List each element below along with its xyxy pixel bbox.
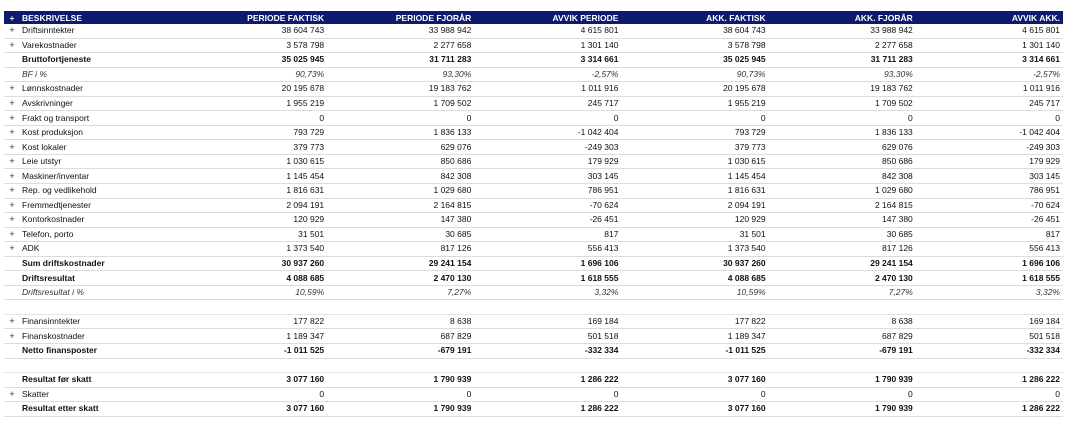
expand-row-button[interactable]: + (4, 242, 20, 257)
cell-period-last-year: 93,30% (327, 67, 474, 82)
cell-period-variance: 1 696 106 (474, 256, 621, 271)
cell-period-actual: 0 (180, 387, 327, 402)
row-expander-empty (4, 285, 20, 300)
cell-ytd-last-year: 1 836 133 (769, 125, 916, 140)
expand-row-button[interactable]: + (4, 125, 20, 140)
cell-period-variance: 1 618 555 (474, 271, 621, 286)
cell-ytd-last-year: -679 191 (769, 344, 916, 359)
row-label: Driftsresultat i % (20, 285, 180, 300)
cell-ytd-actual: 35 025 945 (621, 53, 768, 68)
cell-ytd-actual: 1 145 454 (621, 169, 768, 184)
cell-period-last-year: 1 836 133 (327, 125, 474, 140)
cell-ytd-last-year (769, 300, 916, 315)
cell-period-actual: 0 (180, 111, 327, 126)
cell-period-actual: 793 729 (180, 125, 327, 140)
row-label (20, 300, 180, 315)
table-row (4, 271, 1063, 286)
column-header-period-actual[interactable]: PERIODE FAKTISK (180, 11, 327, 24)
cell-ytd-actual: 793 729 (621, 125, 768, 140)
row-label: ADK (20, 242, 180, 257)
row-label: Frakt og transport (20, 111, 180, 126)
cell-ytd-variance: 303 145 (916, 169, 1063, 184)
expand-row-button[interactable]: + (4, 184, 20, 199)
spacer-row (4, 300, 1063, 315)
cell-ytd-variance: 3 314 661 (916, 53, 1063, 68)
cell-period-variance: 1 301 140 (474, 38, 621, 53)
cell-ytd-variance: 1 696 106 (916, 256, 1063, 271)
cell-period-last-year: 0 (327, 387, 474, 402)
cell-period-actual: 10,59% (180, 285, 327, 300)
row-label: Netto finansposter (20, 344, 180, 359)
expand-row-button[interactable]: + (4, 169, 20, 184)
cell-period-actual: 1 030 615 (180, 154, 327, 169)
expand-row-button[interactable]: + (4, 227, 20, 242)
cell-period-variance: 1 286 222 (474, 373, 621, 388)
cell-period-variance: 4 615 801 (474, 24, 621, 38)
cell-period-last-year: 2 470 130 (327, 271, 474, 286)
expand-row-button[interactable]: + (4, 329, 20, 344)
cell-period-variance: -1 042 404 (474, 125, 621, 140)
table-row (4, 154, 1063, 169)
cell-period-last-year: 147 380 (327, 213, 474, 228)
cell-period-actual: 1 816 631 (180, 184, 327, 199)
cell-ytd-last-year: 687 829 (769, 329, 916, 344)
cell-period-variance: -249 303 (474, 140, 621, 155)
cell-ytd-last-year: 629 076 (769, 140, 916, 155)
cell-ytd-actual: -1 011 525 (621, 344, 768, 359)
cell-period-variance: 501 518 (474, 329, 621, 344)
cell-period-actual: 20 195 678 (180, 82, 327, 97)
row-label: Maskiner/inventar (20, 169, 180, 184)
cell-ytd-variance: 786 951 (916, 184, 1063, 199)
cell-period-actual: 379 773 (180, 140, 327, 155)
table-row (4, 387, 1063, 402)
cell-period-last-year (327, 300, 474, 315)
table-row (4, 242, 1063, 257)
cell-ytd-variance (916, 300, 1063, 315)
cell-period-actual: 1 189 347 (180, 329, 327, 344)
cell-period-last-year: 842 308 (327, 169, 474, 184)
cell-period-variance: -70 624 (474, 198, 621, 213)
row-label: Kontorkostnader (20, 213, 180, 228)
cell-period-last-year: 850 686 (327, 154, 474, 169)
cell-ytd-variance: 179 929 (916, 154, 1063, 169)
cell-period-last-year: 1 790 939 (327, 402, 474, 417)
row-label: Kost produksjon (20, 125, 180, 140)
row-label: Leie utstyr (20, 154, 180, 169)
cell-ytd-variance: 1 301 140 (916, 38, 1063, 53)
cell-period-actual: 120 929 (180, 213, 327, 228)
table-row (4, 53, 1063, 68)
report-table-container (4, 11, 1063, 417)
cell-period-variance: 179 929 (474, 154, 621, 169)
row-label: Sum driftskostnader (20, 256, 180, 271)
cell-ytd-actual: 20 195 678 (621, 82, 768, 97)
row-expander-empty (4, 271, 20, 286)
cell-ytd-last-year: 0 (769, 387, 916, 402)
cell-period-actual: 31 501 (180, 227, 327, 242)
row-label: Resultat etter skatt (20, 402, 180, 417)
table-row (4, 402, 1063, 417)
row-label: Avskrivninger (20, 96, 180, 111)
cell-ytd-actual: 3 077 160 (621, 373, 768, 388)
cell-period-last-year: 7,27% (327, 285, 474, 300)
cell-ytd-last-year: 817 126 (769, 242, 916, 257)
cell-ytd-actual: 3 578 798 (621, 38, 768, 53)
row-expander-empty (4, 256, 20, 271)
cell-period-actual: 38 604 743 (180, 24, 327, 38)
cell-ytd-last-year: 33 988 942 (769, 24, 916, 38)
cell-ytd-last-year: 2 164 815 (769, 198, 916, 213)
cell-ytd-actual: 4 088 685 (621, 271, 768, 286)
cell-period-last-year: 817 126 (327, 242, 474, 257)
column-header-period-variance[interactable]: AVVIK PERIODE (474, 11, 621, 24)
cell-ytd-actual: 0 (621, 111, 768, 126)
cell-ytd-variance: -332 334 (916, 344, 1063, 359)
cell-period-variance: 817 (474, 227, 621, 242)
cell-period-actual: 1 145 454 (180, 169, 327, 184)
cell-ytd-last-year: 850 686 (769, 154, 916, 169)
cell-period-last-year: 31 711 283 (327, 53, 474, 68)
cell-ytd-actual (621, 300, 768, 315)
table-row (4, 96, 1063, 111)
row-expander-empty (4, 373, 20, 388)
column-header-ytd-actual[interactable]: AKK. FAKTISK (621, 11, 768, 24)
row-expander-empty (4, 300, 20, 315)
table-row (4, 344, 1063, 359)
row-label: BF i % (20, 67, 180, 82)
row-label: Bruttofortjeneste (20, 53, 180, 68)
table-row (4, 38, 1063, 53)
column-header-ytd-variance[interactable]: AVVIK AKK. (916, 11, 1063, 24)
table-row (4, 184, 1063, 199)
cell-period-actual: 1 955 219 (180, 96, 327, 111)
table-row (4, 82, 1063, 97)
expand-all-button[interactable]: + (4, 11, 20, 24)
cell-ytd-variance: 1 286 222 (916, 402, 1063, 417)
cell-period-actual (180, 300, 327, 315)
cell-ytd-variance: -1 042 404 (916, 125, 1063, 140)
cell-ytd-variance: 245 717 (916, 96, 1063, 111)
row-label: Driftsresultat (20, 271, 180, 286)
cell-ytd-actual: 30 937 260 (621, 256, 768, 271)
cell-period-actual (180, 358, 327, 373)
table-header-row (4, 11, 1063, 24)
row-label: Telefon, porto (20, 227, 180, 242)
cell-period-variance (474, 358, 621, 373)
cell-period-variance: -26 451 (474, 213, 621, 228)
cell-ytd-last-year: 19 183 762 (769, 82, 916, 97)
cell-ytd-last-year: 7,27% (769, 285, 916, 300)
cell-period-last-year: 2 164 815 (327, 198, 474, 213)
cell-ytd-actual: 38 604 743 (621, 24, 768, 38)
cell-period-variance (474, 300, 621, 315)
expand-row-button[interactable]: + (4, 314, 20, 329)
cell-period-variance: 3,32% (474, 285, 621, 300)
cell-ytd-actual (621, 358, 768, 373)
cell-period-actual: 90,73% (180, 67, 327, 82)
cell-ytd-last-year: 30 685 (769, 227, 916, 242)
cell-period-last-year: 30 685 (327, 227, 474, 242)
cell-period-actual: 35 025 945 (180, 53, 327, 68)
row-expander-empty (4, 344, 20, 359)
row-label: Resultat før skatt (20, 373, 180, 388)
cell-ytd-last-year: 93,30% (769, 67, 916, 82)
table-row (4, 227, 1063, 242)
cell-period-variance: 0 (474, 387, 621, 402)
expand-row-button[interactable]: + (4, 111, 20, 126)
table-row (4, 373, 1063, 388)
cell-ytd-variance: 0 (916, 111, 1063, 126)
table-row (4, 125, 1063, 140)
cell-ytd-actual: 3 077 160 (621, 402, 768, 417)
expand-row-button[interactable]: + (4, 38, 20, 53)
cell-ytd-variance: 4 615 801 (916, 24, 1063, 38)
cell-ytd-actual: 0 (621, 387, 768, 402)
cell-period-actual: 2 094 191 (180, 198, 327, 213)
cell-period-variance: 1 011 916 (474, 82, 621, 97)
expand-row-button[interactable]: + (4, 82, 20, 97)
cell-ytd-actual: 379 773 (621, 140, 768, 155)
cell-period-last-year: 0 (327, 111, 474, 126)
row-expander-empty (4, 67, 20, 82)
column-header-description[interactable]: BESKRIVELSE (20, 11, 180, 24)
cell-ytd-variance: 1 618 555 (916, 271, 1063, 286)
cell-ytd-variance: 1 011 916 (916, 82, 1063, 97)
row-expander-empty (4, 358, 20, 373)
cell-ytd-last-year (769, 358, 916, 373)
cell-ytd-last-year: 1 790 939 (769, 373, 916, 388)
cell-ytd-variance: 556 413 (916, 242, 1063, 257)
expand-row-button[interactable]: + (4, 154, 20, 169)
expand-row-button[interactable]: + (4, 198, 20, 213)
cell-period-last-year: 2 277 658 (327, 38, 474, 53)
cell-ytd-variance: -26 451 (916, 213, 1063, 228)
cell-ytd-actual: 1 030 615 (621, 154, 768, 169)
cell-period-last-year: 29 241 154 (327, 256, 474, 271)
cell-ytd-actual: 10,59% (621, 285, 768, 300)
cell-ytd-variance: 0 (916, 387, 1063, 402)
cell-ytd-actual: 1 816 631 (621, 184, 768, 199)
cell-period-last-year: 19 183 762 (327, 82, 474, 97)
cell-period-last-year: 1 790 939 (327, 373, 474, 388)
cell-ytd-last-year: 8 638 (769, 314, 916, 329)
cell-ytd-last-year: 2 277 658 (769, 38, 916, 53)
cell-period-actual: 3 578 798 (180, 38, 327, 53)
cell-ytd-last-year: 29 241 154 (769, 256, 916, 271)
expand-row-button[interactable]: + (4, 96, 20, 111)
cell-period-last-year: 33 988 942 (327, 24, 474, 38)
table-row (4, 111, 1063, 126)
cell-ytd-actual: 1 189 347 (621, 329, 768, 344)
cell-period-variance: 303 145 (474, 169, 621, 184)
table-row (4, 285, 1063, 300)
cell-period-last-year: 629 076 (327, 140, 474, 155)
cell-ytd-actual: 90,73% (621, 67, 768, 82)
row-label: Rep. og vedlikehold (20, 184, 180, 199)
cell-ytd-actual: 2 094 191 (621, 198, 768, 213)
cell-period-variance: 3 314 661 (474, 53, 621, 68)
table-row (4, 256, 1063, 271)
cell-period-variance: -332 334 (474, 344, 621, 359)
row-label: Kost lokaler (20, 140, 180, 155)
cell-period-actual: -1 011 525 (180, 344, 327, 359)
cell-ytd-last-year: 1 790 939 (769, 402, 916, 417)
cell-ytd-actual: 177 822 (621, 314, 768, 329)
cell-ytd-variance: 501 518 (916, 329, 1063, 344)
cell-ytd-last-year: 1 709 502 (769, 96, 916, 111)
row-label: Skatter (20, 387, 180, 402)
cell-period-actual: 177 822 (180, 314, 327, 329)
table-row (4, 24, 1063, 38)
cell-period-actual: 3 077 160 (180, 402, 327, 417)
cell-ytd-actual: 31 501 (621, 227, 768, 242)
cell-ytd-last-year: 31 711 283 (769, 53, 916, 68)
cell-period-last-year: 8 638 (327, 314, 474, 329)
cell-ytd-last-year: 0 (769, 111, 916, 126)
income-statement-table (4, 11, 1063, 417)
cell-ytd-variance: 1 286 222 (916, 373, 1063, 388)
row-label: Fremmedtjenester (20, 198, 180, 213)
expand-row-button[interactable]: + (4, 213, 20, 228)
cell-ytd-variance: 3,32% (916, 285, 1063, 300)
cell-ytd-variance (916, 358, 1063, 373)
row-label: Driftsinntekter (20, 24, 180, 38)
cell-ytd-last-year: 1 029 680 (769, 184, 916, 199)
row-label: Lønnskostnader (20, 82, 180, 97)
cell-period-last-year (327, 358, 474, 373)
cell-period-last-year: -679 191 (327, 344, 474, 359)
column-header-period-last-year[interactable]: PERIODE FJORÅR (327, 11, 474, 24)
cell-ytd-actual: 1 955 219 (621, 96, 768, 111)
row-label: Finansinntekter (20, 314, 180, 329)
table-row (4, 140, 1063, 155)
cell-period-actual: 4 088 685 (180, 271, 327, 286)
cell-ytd-last-year: 2 470 130 (769, 271, 916, 286)
cell-period-last-year: 687 829 (327, 329, 474, 344)
cell-period-variance: 245 717 (474, 96, 621, 111)
cell-ytd-actual: 120 929 (621, 213, 768, 228)
row-label (20, 358, 180, 373)
row-label: Varekostnader (20, 38, 180, 53)
expand-row-button[interactable]: + (4, 24, 20, 38)
column-header-ytd-last-year[interactable]: AKK. FJORÅR (769, 11, 916, 24)
cell-period-last-year: 1 029 680 (327, 184, 474, 199)
cell-period-variance: 556 413 (474, 242, 621, 257)
cell-ytd-last-year: 842 308 (769, 169, 916, 184)
table-body (4, 24, 1063, 416)
cell-period-actual: 3 077 160 (180, 373, 327, 388)
table-row (4, 198, 1063, 213)
cell-ytd-variance: -2,57% (916, 67, 1063, 82)
cell-ytd-variance: -249 303 (916, 140, 1063, 155)
cell-ytd-actual: 1 373 540 (621, 242, 768, 257)
spacer-row (4, 358, 1063, 373)
cell-period-variance: -2,57% (474, 67, 621, 82)
cell-period-actual: 30 937 260 (180, 256, 327, 271)
table-row (4, 169, 1063, 184)
table-row (4, 329, 1063, 344)
row-label: Finanskostnader (20, 329, 180, 344)
cell-period-variance: 169 184 (474, 314, 621, 329)
cell-period-variance: 1 286 222 (474, 402, 621, 417)
cell-period-actual: 1 373 540 (180, 242, 327, 257)
cell-period-variance: 0 (474, 111, 621, 126)
table-row (4, 314, 1063, 329)
expand-row-button[interactable]: + (4, 140, 20, 155)
cell-period-last-year: 1 709 502 (327, 96, 474, 111)
table-row (4, 67, 1063, 82)
row-expander-empty (4, 53, 20, 68)
cell-ytd-variance: -70 624 (916, 198, 1063, 213)
cell-ytd-last-year: 147 380 (769, 213, 916, 228)
row-expander-empty (4, 402, 20, 417)
table-row (4, 213, 1063, 228)
cell-ytd-variance: 817 (916, 227, 1063, 242)
cell-period-variance: 786 951 (474, 184, 621, 199)
expand-row-button[interactable]: + (4, 387, 20, 402)
cell-ytd-variance: 169 184 (916, 314, 1063, 329)
